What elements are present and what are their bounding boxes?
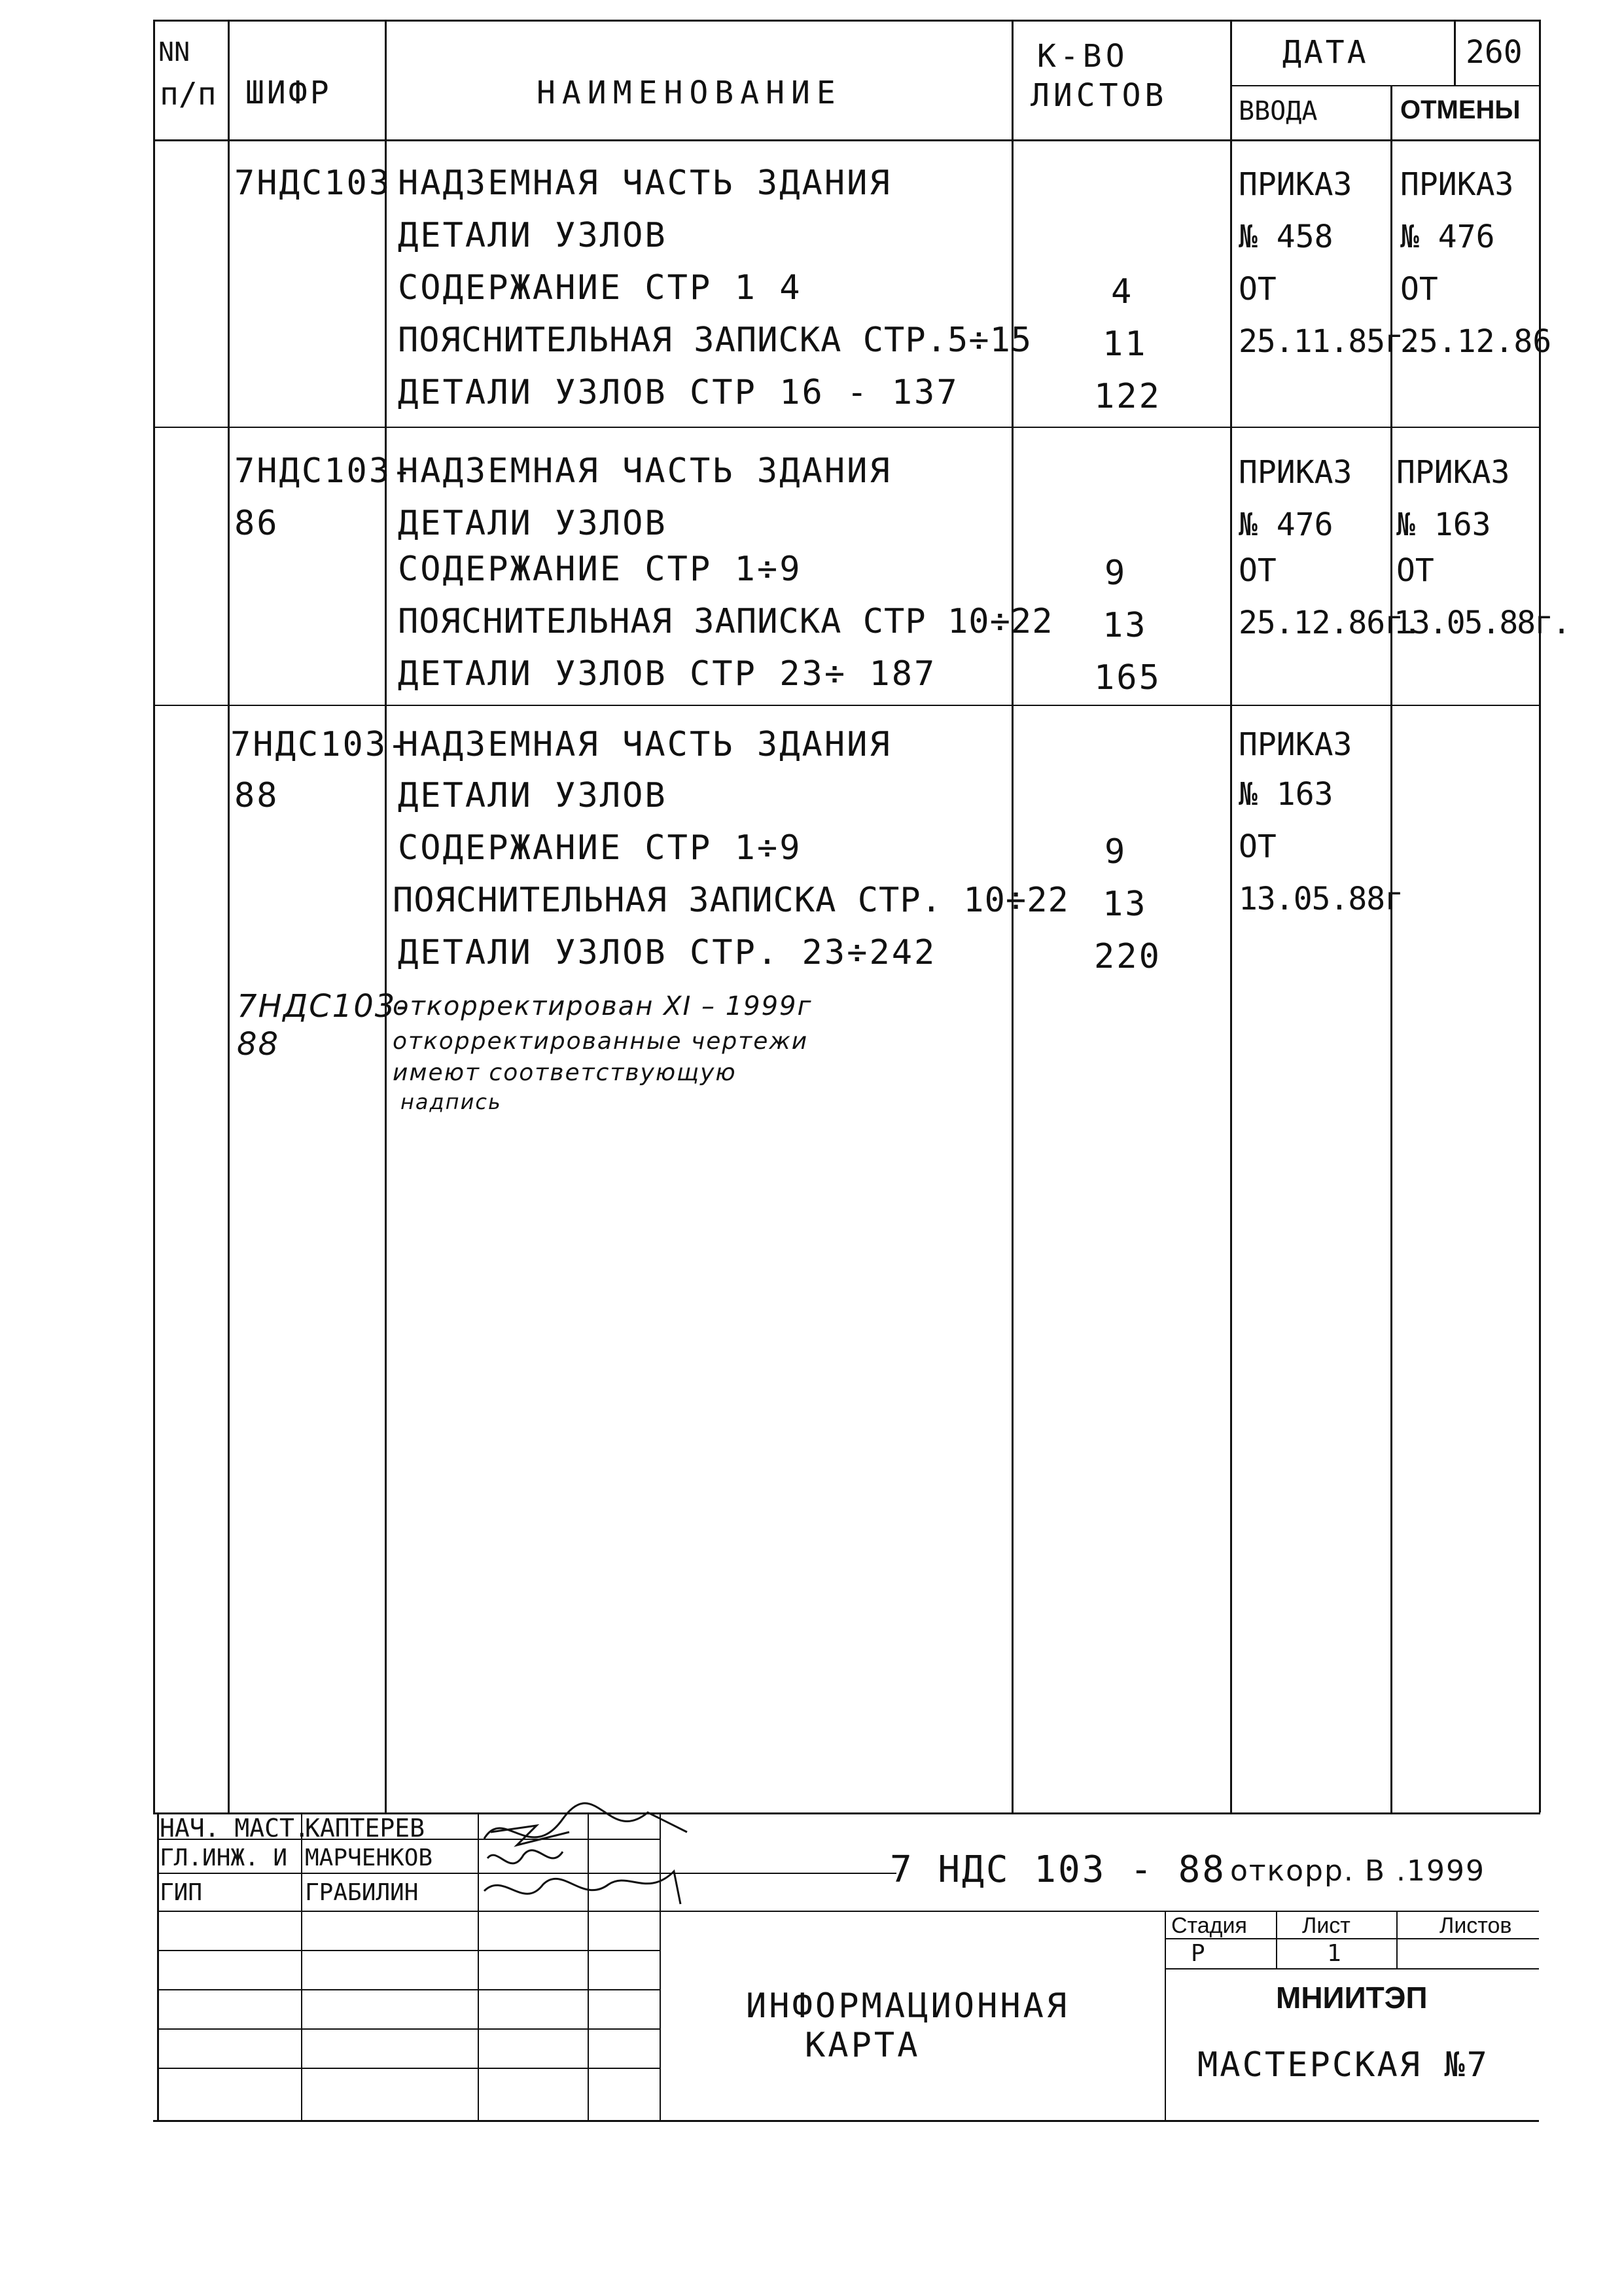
row-date-cancel: 13.05.88г.	[1394, 605, 1570, 641]
stamp-role: ГЛ.ИНЖ. И	[160, 1845, 288, 1871]
row-sheets: 13	[1103, 606, 1148, 645]
page-number: 260	[1466, 34, 1523, 71]
row-date-input: № 476	[1239, 506, 1333, 543]
row-name-line: ДЕТАЛИ УЗЛОВ	[398, 504, 667, 543]
row-name-line: ДЕТАЛИ УЗЛОВ	[398, 216, 667, 255]
border-left	[153, 20, 155, 1812]
col-divider-nn	[228, 20, 230, 1812]
row-date-input: № 163	[1239, 776, 1333, 813]
date-subheader-line	[1230, 85, 1539, 86]
stamp-border-left	[157, 1812, 159, 2120]
correction-line: надпись	[400, 1089, 502, 1114]
row-date-input: 25.12.86г.	[1239, 605, 1421, 641]
row-sheets: 122	[1094, 377, 1161, 416]
stamp-correction-note: откорр. В .1999	[1230, 1854, 1486, 1888]
stamp-role: ГИП	[160, 1879, 203, 1906]
header-code: ШИФР	[245, 75, 332, 111]
correction-line: имеют соответствующую	[393, 1059, 737, 1086]
row-name-line: СОДЕРЖАНИЕ СТР 1÷9	[398, 828, 802, 868]
stamp-person: КАПТЕРЕВ	[305, 1814, 425, 1843]
stamp-stage-label: Стадия	[1171, 1913, 1247, 1938]
header-nn-1: NN	[158, 37, 190, 67]
stamp-border-bottom	[153, 2120, 1539, 2122]
row-sheets: 11	[1103, 325, 1148, 364]
row-name-line: ПОЯСНИТЕЛЬНАЯ ЗАПИСКА СТР. 10÷22	[393, 881, 1069, 920]
row-date-cancel: ПРИКАЗ	[1400, 166, 1514, 203]
stamp-line	[157, 1989, 661, 1990]
stamp-org: МНИИТЭП	[1276, 1981, 1428, 2015]
stamp-role: НАЧ. МАСТ.	[160, 1814, 309, 1843]
row-name-line: СОДЕРЖАНИЕ СТР 1÷9	[398, 550, 802, 589]
header-date-input: ВВОДА	[1239, 96, 1318, 126]
correction-line: откорректирован XI – 1999г	[393, 991, 813, 1021]
header-date-cancel: ОТМЕНЫ	[1400, 96, 1521, 124]
stamp-line	[157, 2068, 661, 2069]
border-right	[1539, 20, 1541, 1812]
row-date-input: № 458	[1239, 219, 1333, 255]
header-sheets-2: ЛИСТОВ	[1031, 77, 1168, 114]
row-date-cancel: № 476	[1400, 219, 1495, 255]
row-date-input: ПРИКАЗ	[1239, 726, 1352, 763]
row-name-line: ПОЯСНИТЕЛЬНАЯ ЗАПИСКА СТР.5÷15	[398, 321, 1033, 360]
row-code: 7НДС103	[234, 164, 392, 203]
col-divider-code	[385, 20, 387, 1812]
border-top	[153, 20, 1540, 22]
row-divider-2	[153, 705, 1540, 706]
stamp-sheets-label: Листов	[1439, 1913, 1512, 1938]
correction-line: откорректированные чертежи	[393, 1028, 809, 1055]
row-sheets: 220	[1094, 937, 1161, 976]
stamp-doc-code: 7 НДС 103 - 88	[890, 1848, 1227, 1891]
row-date-input: ОТ	[1239, 828, 1277, 865]
stamp-workshop: МАСТЕРСКАЯ №7	[1197, 2045, 1489, 2085]
page-number-divider	[1454, 20, 1456, 85]
stamp-line	[157, 1911, 1539, 1912]
stamp-stage-value: Р	[1191, 1940, 1205, 1967]
correction-code: 7НДС103-	[237, 988, 409, 1025]
row-code: 86	[234, 504, 279, 543]
row-name-line: ПОЯСНИТЕЛЬНАЯ ЗАПИСКА СТР 10÷22	[398, 602, 1053, 641]
row-code: 7НДС103-	[230, 725, 410, 764]
stamp-line	[157, 1950, 661, 1951]
row-sheets: 165	[1094, 658, 1161, 698]
signatures	[478, 1793, 700, 1924]
stamp-sheet-label: Лист	[1302, 1913, 1350, 1938]
row-sheets: 9	[1104, 832, 1127, 872]
row-sheets: 9	[1104, 554, 1127, 593]
row-name-line: НАДЗЕМНАЯ ЧАСТЬ ЗДАНИЯ	[398, 725, 892, 764]
header-bottom-line	[153, 139, 1540, 141]
header-nn-2: п/п	[160, 76, 217, 113]
row-date-cancel: № 163	[1396, 506, 1491, 543]
row-name-line: НАДЗЕМНАЯ ЧАСТЬ ЗДАНИЯ	[398, 164, 892, 203]
row-date-cancel: 25.12.86	[1400, 323, 1552, 360]
row-date-cancel: ОТ	[1396, 552, 1434, 589]
stamp-line	[1165, 1938, 1539, 1939]
row-name-line: ДЕТАЛИ УЗЛОВ СТР 23÷ 187	[398, 654, 937, 694]
stamp-person: МАРЧЕНКОВ	[305, 1845, 433, 1871]
row-name-line: ДЕТАЛИ УЗЛОВ СТР. 23÷242	[398, 933, 937, 972]
stamp-title-1: ИНФОРМАЦИОННАЯ	[746, 1987, 1070, 2026]
stamp-line	[1165, 1968, 1539, 1969]
row-divider-1	[153, 427, 1540, 428]
row-code: 88	[234, 776, 279, 815]
row-name-line: СОДЕРЖАНИЕ СТР 1 4	[398, 268, 802, 308]
header-sheets-1: К-ВО	[1037, 38, 1129, 75]
row-name-line: ДЕТАЛИ УЗЛОВ СТР 16 - 137	[398, 373, 959, 412]
row-name-line: ДЕТАЛИ УЗЛОВ	[398, 776, 667, 815]
row-code: 7НДС103-	[234, 451, 414, 491]
row-date-input: ПРИКАЗ	[1239, 166, 1352, 203]
row-date-input: ОТ	[1239, 552, 1277, 589]
correction-code: 88	[237, 1026, 280, 1063]
row-date-cancel: ОТ	[1400, 271, 1438, 308]
row-sheets: 13	[1103, 885, 1148, 924]
stamp-line	[157, 2028, 661, 2030]
header-name: НАИМЕНОВАНИЕ	[537, 75, 842, 111]
row-date-input: 13.05.88г	[1239, 881, 1403, 917]
row-sheets: 4	[1111, 272, 1134, 311]
stamp-col-1	[301, 1812, 302, 2120]
header-date: ДАТА	[1282, 34, 1369, 71]
stamp-sheet-value: 1	[1327, 1940, 1341, 1967]
stamp-col-7	[1396, 1911, 1398, 1969]
row-date-input: ПРИКАЗ	[1239, 454, 1352, 491]
col-divider-sheets	[1230, 20, 1232, 1812]
row-date-input: 25.11.85г.	[1239, 323, 1421, 360]
stamp-col-6	[1276, 1911, 1277, 1969]
row-date-cancel: ПРИКАЗ	[1396, 454, 1510, 491]
row-name-line: НАДЗЕМНАЯ ЧАСТЬ ЗДАНИЯ	[398, 451, 892, 491]
stamp-title-2: КАРТА	[805, 2026, 921, 2065]
stamp-col-5	[1165, 1911, 1166, 2120]
stamp-person: ГРАБИЛИН	[305, 1879, 419, 1906]
row-date-input: ОТ	[1239, 271, 1277, 308]
